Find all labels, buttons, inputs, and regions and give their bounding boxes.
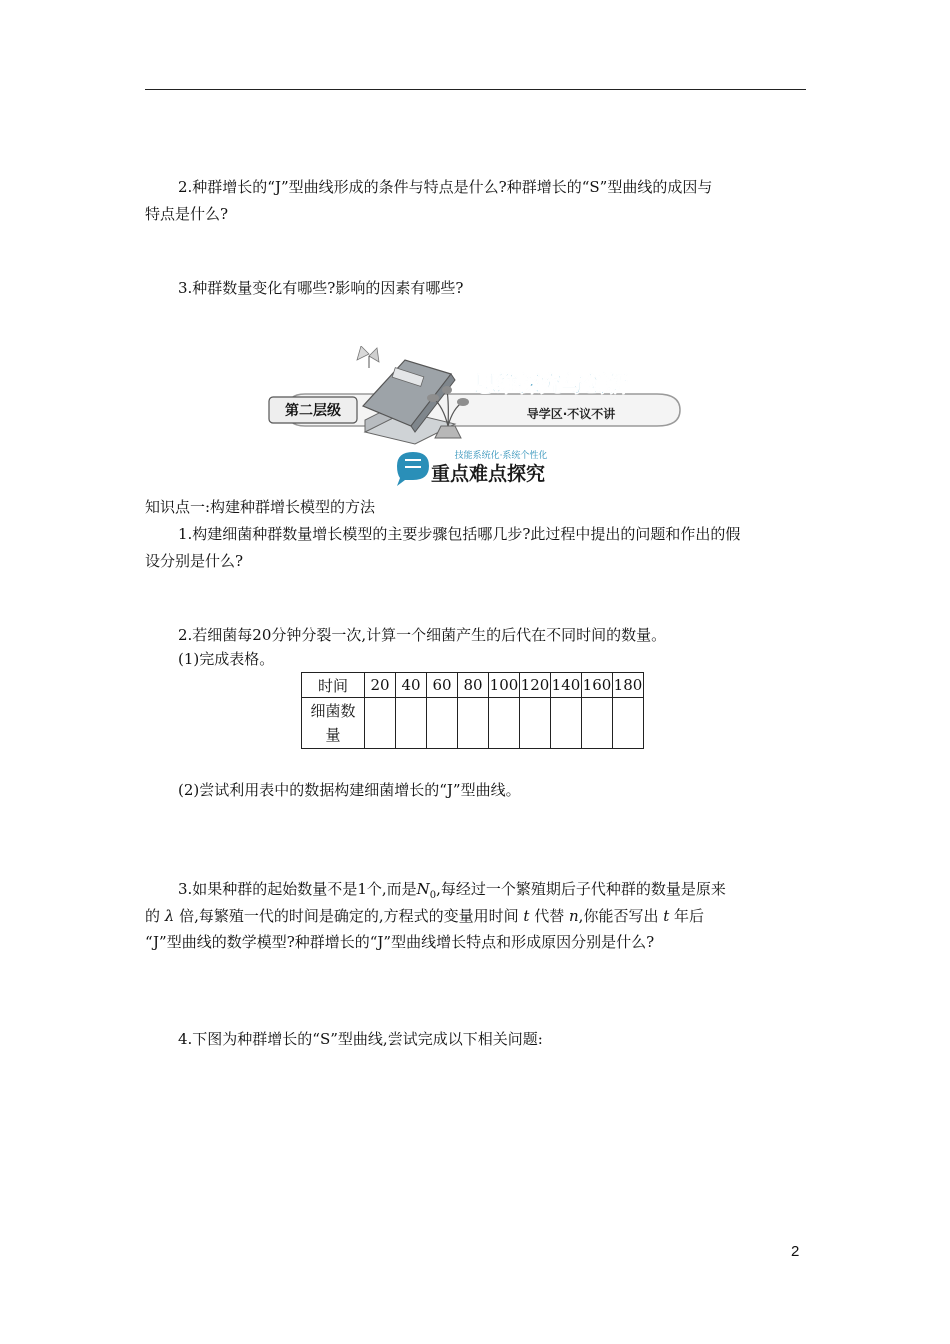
knowledge-point-1-title: 知识点一:构建种群增长模型的方法 — [145, 498, 376, 516]
table-cell-time: 180 — [613, 673, 644, 698]
table-cell-empty — [582, 698, 613, 749]
table-cell-time: 20 — [365, 673, 396, 698]
var-t: t — [663, 907, 670, 925]
table-row-time — [302, 673, 644, 698]
step-3-line-2 — [145, 903, 806, 930]
level-label: 第二层级 — [285, 403, 341, 419]
var-N-subscript: 0 — [429, 890, 437, 901]
banner-subtitle: 导学区·不议不讲 — [526, 407, 616, 421]
table-header-count — [302, 698, 365, 749]
banner-title: 思维探究与创新 — [473, 373, 629, 398]
bacteria-table — [301, 672, 644, 749]
step-2-sub-2: (2)尝试利用表中的数据构建细菌增长的“J”型曲线。 — [178, 781, 521, 799]
step-4: 4.下图为种群增长的“S”型曲线,尝试完成以下相关问题: — [178, 1030, 543, 1048]
step-3-text-e: 代替 — [534, 907, 565, 925]
table-header-count-line-1: 细菌数 — [310, 702, 356, 720]
table-cell-time: 120 — [520, 673, 551, 698]
table-cell-empty — [458, 698, 489, 749]
table-cell-empty — [427, 698, 458, 749]
speech-bubble-icon — [397, 452, 429, 486]
question-2-line-2: 特点是什么? — [145, 205, 229, 223]
section-banner — [265, 346, 685, 491]
var-t: t — [523, 907, 530, 925]
var-lambda: λ — [164, 907, 175, 925]
butterfly-icon — [357, 346, 379, 368]
step-1-line-1: 1.构建细菌种群数量增长模型的主要步骤包括哪几步?此过程中提出的问题和作出的假 — [178, 525, 741, 543]
step-3-text-c: 的 — [145, 907, 165, 925]
step-3-text-b: ,每经过一个繁殖期后子代种群的数量是原来 — [436, 880, 726, 898]
banner-small-text: 技能系统化·系统个性化 — [454, 451, 548, 461]
var-n: n — [569, 907, 579, 925]
table-cell-empty — [396, 698, 427, 749]
table-header-time: 时间 — [302, 673, 365, 698]
step-3-text-d: 倍,每繁殖一代的时间是确定的,方程式的变量用时间 — [174, 907, 519, 925]
table-cell-empty — [520, 698, 551, 749]
step-1-line-2: 设分别是什么? — [145, 552, 244, 570]
table-cell-time: 100 — [489, 673, 520, 698]
table-row-count — [302, 698, 644, 749]
table-cell-empty — [613, 698, 644, 749]
question-2-cont — [145, 201, 806, 228]
step-3-text-a: 3.如果种群的起始数量不是1个,而是 — [178, 880, 417, 898]
table-header-count-line-2: 量 — [325, 726, 341, 744]
table-cell-empty — [365, 698, 396, 749]
table-cell-time: 140 — [551, 673, 582, 698]
table-cell-empty — [551, 698, 582, 749]
step-2: 2.若细菌每20分钟分裂一次,计算一个细菌产生的后代在不同时间的数量。 — [178, 626, 667, 644]
question-2 — [145, 174, 806, 201]
step-2-sub-1: (1)完成表格。 — [178, 650, 275, 668]
step-3-line-3: “J”型曲线的数学模型?种群增长的“J”型曲线增长特点和形成原因分别是什么? — [145, 933, 655, 951]
section-title: 重点难点探究 — [430, 463, 546, 485]
step-3-text-f: ,你能否写出 — [578, 907, 659, 925]
table-cell-time: 160 — [582, 673, 613, 698]
table-cell-time: 80 — [458, 673, 489, 698]
table-cell-empty — [489, 698, 520, 749]
table-cell-time: 40 — [396, 673, 427, 698]
var-N: N — [416, 880, 430, 898]
page-number: 2 — [791, 1243, 800, 1260]
step-1-cont — [145, 548, 806, 575]
step-3-text-g: 年后 — [674, 907, 705, 925]
question-3: 3.种群数量变化有哪些?影响的因素有哪些? — [178, 279, 464, 297]
header-rule — [145, 89, 806, 90]
table-cell-time: 60 — [427, 673, 458, 698]
question-2-line-1: 2.种群增长的“J”型曲线形成的条件与特点是什么?种群增长的“S”型曲线的成因与 — [178, 178, 713, 196]
step-1 — [145, 521, 806, 548]
